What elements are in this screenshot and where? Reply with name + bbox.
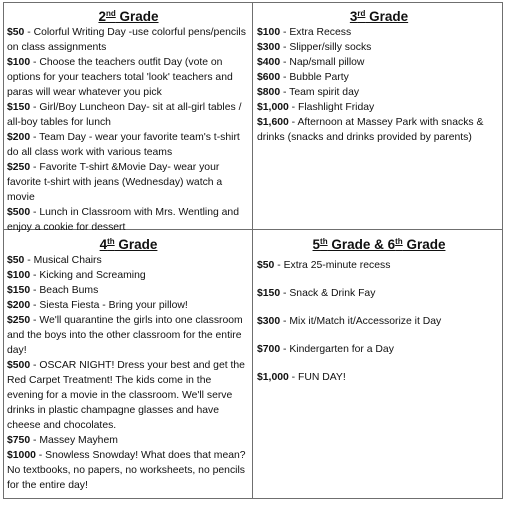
grade-3-cell — [255, 3, 503, 229]
reward-item: $150 - Girl/Boy Luncheon Day- sit at all-girl tables / all-boy tables for lunch — [7, 102, 242, 128]
grade-4-heading: 4th Grade — [99, 237, 158, 252]
reward-item: $700 - Kindergarten for a Day — [257, 344, 394, 355]
reward-item: $250 - Favorite T-shirt &Movie Day- wear your favorite t-shirt with jeans (Wednesday) watch a movie — [7, 162, 223, 203]
reward-item: $300 - Slipper/silly socks — [257, 42, 372, 53]
reward-item: $1,000 - FUN DAY! — [257, 372, 346, 383]
reward-item: $500 - OSCAR NIGHT! Dress your best and get the Red Carpet Treatment! The kids come in the evening for a movie in the classroom. We'll serve drinks in plastic champagne glasses and have cheese and chocolates. — [7, 360, 245, 431]
reward-item: $200 - Siesta Fiesta - Bring your pillow! — [7, 300, 188, 311]
reward-item: $600 - Bubble Party — [257, 72, 349, 83]
reward-item: $800 - Team spirit day — [257, 87, 360, 98]
reward-item: $200 - Team Day - wear your favorite team's t-shirt do all class work with various teams — [7, 132, 240, 158]
grade-3-heading: 3rd Grade — [349, 9, 409, 24]
grade-4-cell — [5, 231, 252, 499]
reward-item: $400 - Nap/small pillow — [257, 57, 365, 68]
grade-5-6-heading: 5th Grade & 6th Grade — [312, 237, 446, 252]
grade-2-heading: 2nd Grade — [98, 9, 159, 24]
reward-item: $500 - Lunch in Classroom with Mrs. Wentling and enjoy a cookie for dessert — [7, 207, 239, 233]
reward-item: $100 - Kicking and Screaming — [7, 270, 146, 281]
grade-5-6-cell — [255, 231, 503, 499]
reward-item: $150 - Beach Bums — [7, 285, 99, 296]
grade-2-cell — [5, 3, 252, 233]
reward-item: $50 - Musical Chairs — [7, 255, 102, 266]
reward-item: $1,600 - Afternoon at Massey Park with snacks & drinks (snacks and drinks provided by parents) — [257, 117, 484, 143]
reward-item: $300 - Mix it/Match it/Accessorize it Day — [257, 316, 442, 327]
reward-item: $750 - Massey Mayhem — [7, 435, 118, 446]
reward-item: $100 - Choose the teachers outfit Day (vote on options for your teachers total 'look' teachers and paras will wear whatever you pick — [7, 57, 233, 98]
rewards-table — [3, 2, 503, 499]
column-divider — [252, 3, 253, 498]
reward-item: $1,000 - Flashlight Friday — [257, 102, 375, 113]
reward-item: $1000 - Snowless Snowday! What does that mean? No textbooks, no papers, no worksheets, no pencils for the entire day! — [7, 450, 246, 491]
reward-item: $50 - Colorful Writing Day -use colorful pens/pencils on class assignments — [7, 27, 246, 53]
reward-item: $100 - Extra Recess — [257, 27, 352, 38]
reward-item: $50 - Extra 25-minute recess — [257, 260, 391, 271]
reward-item: $150 - Snack & Drink Fay — [257, 288, 376, 299]
reward-item: $250 - We'll quarantine the girls into one classroom and the boys into the other classroom for the entire day! — [7, 315, 243, 356]
